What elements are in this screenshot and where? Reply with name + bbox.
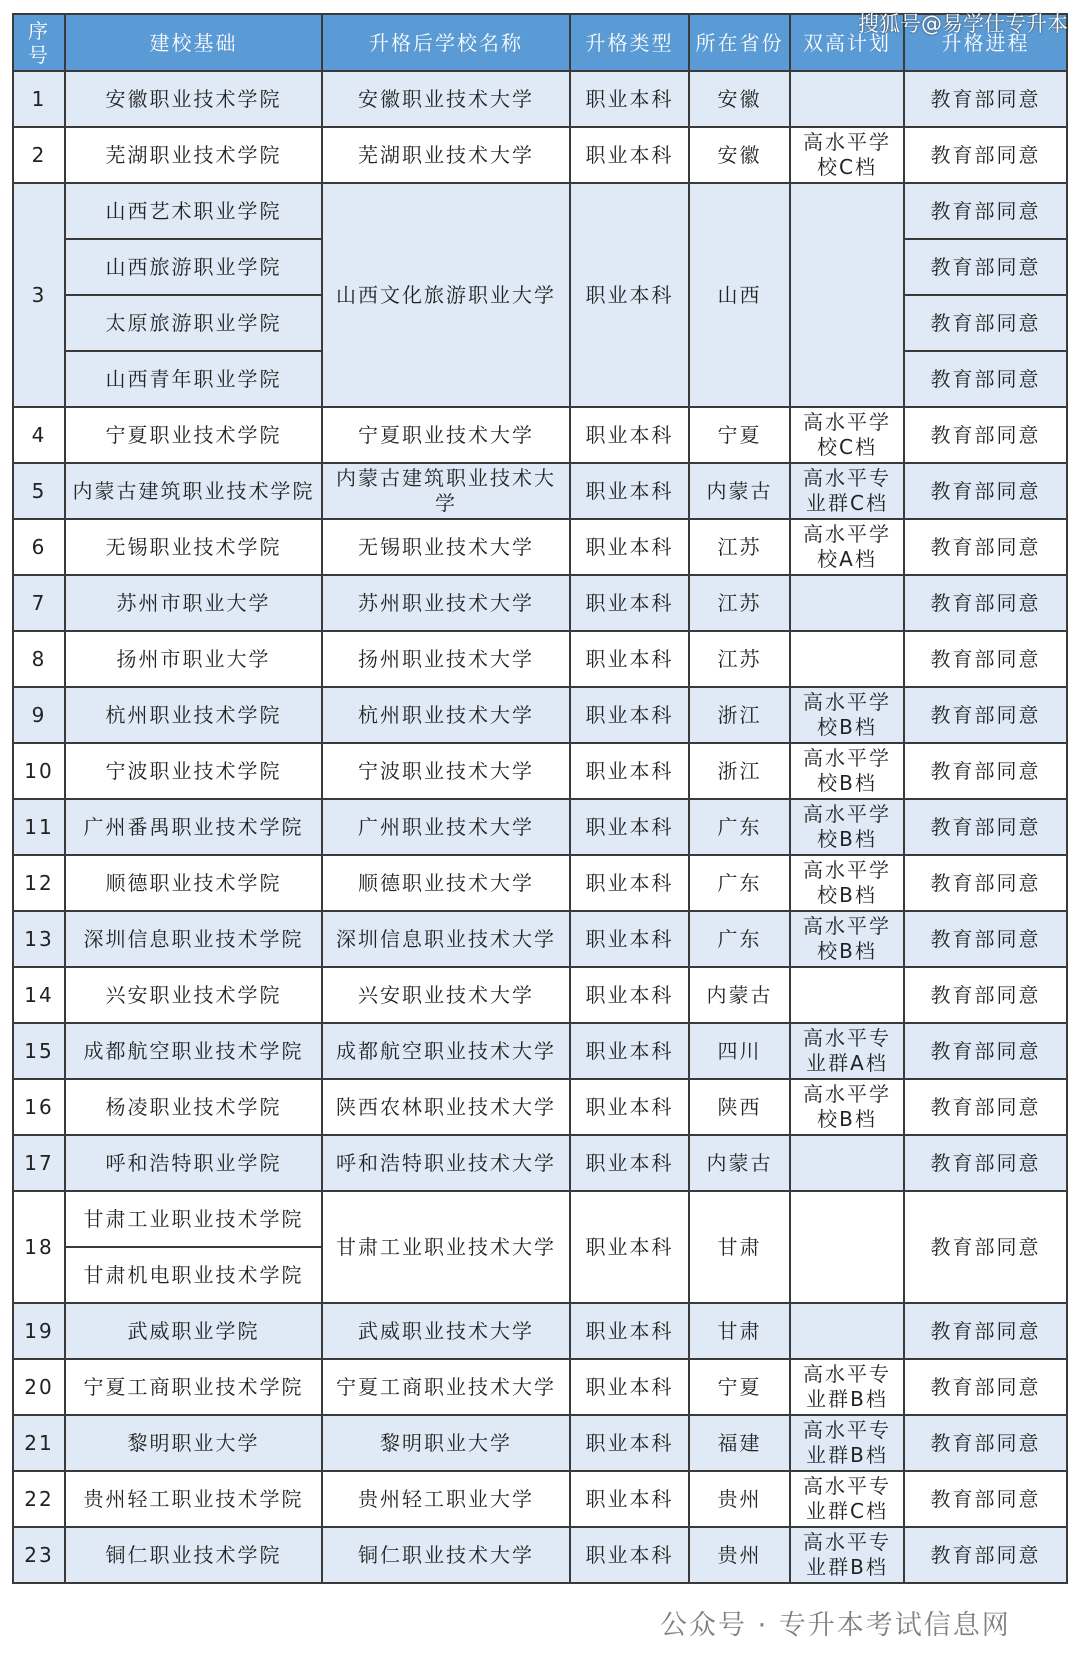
- cell-province: 贵州: [689, 1471, 790, 1527]
- cell-province: 广东: [689, 911, 790, 967]
- cell-new-name: 内蒙古建筑职业技术大学: [322, 463, 570, 519]
- cell-plan: [790, 1303, 904, 1359]
- cell-progress: 教育部同意: [904, 855, 1067, 911]
- cell-type: 职业本科: [570, 127, 689, 183]
- table-row: [13, 743, 1067, 799]
- cell-province: 宁夏: [689, 407, 790, 463]
- table-row: [13, 855, 1067, 911]
- cell-type: 职业本科: [570, 911, 689, 967]
- cell-plan: 高水平学校B档: [790, 743, 904, 799]
- cell-plan: 高水平学校B档: [790, 687, 904, 743]
- cell-new-name: 无锡职业技术大学: [322, 519, 570, 575]
- cell-base-school: 铜仁职业技术学院: [65, 1527, 322, 1583]
- cell-base-school: 呼和浩特职业学院: [65, 1135, 322, 1191]
- table-row: [13, 1527, 1067, 1583]
- cell-no: 2: [13, 127, 65, 183]
- cell-progress: 教育部同意: [904, 631, 1067, 687]
- cell-base-school: 苏州市职业大学: [65, 575, 322, 631]
- table-row: [13, 1135, 1067, 1191]
- cell-no: 4: [13, 407, 65, 463]
- cell-type: 职业本科: [570, 463, 689, 519]
- cell-type: 职业本科: [570, 1135, 689, 1191]
- cell-progress: 教育部同意: [904, 351, 1067, 407]
- cell-new-name: 贵州轻工职业大学: [322, 1471, 570, 1527]
- cell-province: 宁夏: [689, 1359, 790, 1415]
- cell-type: 职业本科: [570, 1471, 689, 1527]
- cell-progress: 教育部同意: [904, 1359, 1067, 1415]
- cell-progress: 教育部同意: [904, 407, 1067, 463]
- cell-progress: 教育部同意: [904, 239, 1067, 295]
- cell-new-name: 宁夏工商职业技术大学: [322, 1359, 570, 1415]
- cell-base-school: 顺德职业技术学院: [65, 855, 322, 911]
- table-row: [13, 799, 1067, 855]
- cell-base-school: 贵州轻工职业技术学院: [65, 1471, 322, 1527]
- cell-no: 3: [13, 183, 65, 407]
- cell-type: 职业本科: [570, 407, 689, 463]
- cell-province: 安徽: [689, 127, 790, 183]
- cell-province: 内蒙古: [689, 967, 790, 1023]
- cell-plan: 高水平学校A档: [790, 519, 904, 575]
- table-row: [13, 463, 1067, 519]
- cell-new-name: 广州职业技术大学: [322, 799, 570, 855]
- cell-base-school: 成都航空职业技术学院: [65, 1023, 322, 1079]
- table-row: [13, 519, 1067, 575]
- cell-plan: [790, 967, 904, 1023]
- cell-province: 浙江: [689, 743, 790, 799]
- cell-base-school: 扬州市职业大学: [65, 631, 322, 687]
- header-province: 所在省份: [689, 14, 790, 71]
- cell-no: 5: [13, 463, 65, 519]
- cell-no: 18: [13, 1191, 65, 1303]
- cell-no: 12: [13, 855, 65, 911]
- cell-progress: 教育部同意: [904, 71, 1067, 127]
- cell-new-name: 山西文化旅游职业大学: [322, 183, 570, 407]
- cell-province: 山西: [689, 183, 790, 407]
- cell-progress: 教育部同意: [904, 911, 1067, 967]
- cell-plan: 高水平学校B档: [790, 1079, 904, 1135]
- cell-type: 职业本科: [570, 743, 689, 799]
- cell-base-school: 太原旅游职业学院: [65, 295, 322, 351]
- cell-province: 四川: [689, 1023, 790, 1079]
- cell-no: 8: [13, 631, 65, 687]
- cell-plan: 高水平学校B档: [790, 855, 904, 911]
- cell-plan: 高水平学校B档: [790, 911, 904, 967]
- cell-plan: [790, 575, 904, 631]
- cell-base-school: 杭州职业技术学院: [65, 687, 322, 743]
- cell-plan: 高水平学校C档: [790, 127, 904, 183]
- cell-progress: 教育部同意: [904, 183, 1067, 239]
- cell-plan: [790, 71, 904, 127]
- cell-no: 23: [13, 1527, 65, 1583]
- cell-progress: 教育部同意: [904, 1079, 1067, 1135]
- cell-base-school: 宁夏工商职业技术学院: [65, 1359, 322, 1415]
- cell-plan: 高水平学校C档: [790, 407, 904, 463]
- cell-no: 22: [13, 1471, 65, 1527]
- cell-new-name: 杭州职业技术大学: [322, 687, 570, 743]
- header-base: 建校基础: [65, 14, 322, 71]
- cell-type: 职业本科: [570, 1191, 689, 1303]
- cell-new-name: 甘肃工业职业技术大学: [322, 1191, 570, 1303]
- cell-type: 职业本科: [570, 1527, 689, 1583]
- cell-plan: 高水平专业群A档: [790, 1023, 904, 1079]
- cell-no: 16: [13, 1079, 65, 1135]
- cell-province: 安徽: [689, 71, 790, 127]
- table-row: [13, 1359, 1067, 1415]
- cell-type: 职业本科: [570, 1023, 689, 1079]
- cell-progress: 教育部同意: [904, 575, 1067, 631]
- cell-no: 9: [13, 687, 65, 743]
- table-row: [13, 687, 1067, 743]
- vocational-university-table: [12, 13, 1068, 1584]
- cell-plan: [790, 1135, 904, 1191]
- cell-progress: 教育部同意: [904, 799, 1067, 855]
- cell-type: 职业本科: [570, 799, 689, 855]
- cell-base-school: 山西旅游职业学院: [65, 239, 322, 295]
- watermark-top: 搜狐号@易学仕专升本: [858, 12, 1068, 36]
- table-row: [13, 1415, 1067, 1471]
- cell-plan: [790, 1191, 904, 1303]
- cell-progress: 教育部同意: [904, 1527, 1067, 1583]
- cell-no: 13: [13, 911, 65, 967]
- cell-type: 职业本科: [570, 855, 689, 911]
- header-no: 序号: [13, 14, 65, 71]
- cell-province: 陕西: [689, 1079, 790, 1135]
- table-row: [13, 1079, 1067, 1135]
- table-row: [13, 1023, 1067, 1079]
- cell-type: 职业本科: [570, 71, 689, 127]
- cell-new-name: 呼和浩特职业技术大学: [322, 1135, 570, 1191]
- cell-no: 11: [13, 799, 65, 855]
- cell-base-school: 杨凌职业技术学院: [65, 1079, 322, 1135]
- cell-new-name: 成都航空职业技术大学: [322, 1023, 570, 1079]
- cell-no: 19: [13, 1303, 65, 1359]
- cell-base-school: 芜湖职业技术学院: [65, 127, 322, 183]
- cell-province: 江苏: [689, 575, 790, 631]
- cell-progress: 教育部同意: [904, 743, 1067, 799]
- cell-no: 17: [13, 1135, 65, 1191]
- cell-no: 6: [13, 519, 65, 575]
- cell-type: 职业本科: [570, 1359, 689, 1415]
- cell-progress: 教育部同意: [904, 1415, 1067, 1471]
- cell-new-name: 顺德职业技术大学: [322, 855, 570, 911]
- cell-new-name: 武威职业技术大学: [322, 1303, 570, 1359]
- cell-base-school: 甘肃机电职业技术学院: [65, 1247, 322, 1303]
- cell-no: 14: [13, 967, 65, 1023]
- cell-plan: [790, 631, 904, 687]
- watermark-bottom: 公众号 · 专升本考试信息网: [660, 1610, 1011, 1641]
- cell-province: 内蒙古: [689, 1135, 790, 1191]
- cell-type: 职业本科: [570, 967, 689, 1023]
- cell-province: 江苏: [689, 631, 790, 687]
- table-row: [13, 71, 1067, 127]
- cell-base-school: 内蒙古建筑职业技术学院: [65, 463, 322, 519]
- cell-province: 广东: [689, 855, 790, 911]
- cell-plan: 高水平学校B档: [790, 799, 904, 855]
- table-row: [13, 127, 1067, 183]
- cell-new-name: 宁波职业技术大学: [322, 743, 570, 799]
- cell-base-school: 宁波职业技术学院: [65, 743, 322, 799]
- cell-base-school: 武威职业学院: [65, 1303, 322, 1359]
- cell-progress: 教育部同意: [904, 519, 1067, 575]
- cell-new-name: 铜仁职业技术大学: [322, 1527, 570, 1583]
- cell-base-school: 山西艺术职业学院: [65, 183, 322, 239]
- cell-base-school: 山西青年职业学院: [65, 351, 322, 407]
- cell-base-school: 黎明职业大学: [65, 1415, 322, 1471]
- cell-type: 职业本科: [570, 575, 689, 631]
- cell-progress: 教育部同意: [904, 687, 1067, 743]
- cell-type: 职业本科: [570, 687, 689, 743]
- cell-progress: 教育部同意: [904, 1303, 1067, 1359]
- cell-plan: 高水平专业群B档: [790, 1415, 904, 1471]
- table-row: [13, 575, 1067, 631]
- cell-no: 10: [13, 743, 65, 799]
- cell-new-name: 陕西农林职业技术大学: [322, 1079, 570, 1135]
- cell-base-school: 无锡职业技术学院: [65, 519, 322, 575]
- cell-province: 甘肃: [689, 1191, 790, 1303]
- cell-province: 江苏: [689, 519, 790, 575]
- cell-province: 广东: [689, 799, 790, 855]
- cell-base-school: 兴安职业技术学院: [65, 967, 322, 1023]
- table-row: [13, 407, 1067, 463]
- cell-type: 职业本科: [570, 1079, 689, 1135]
- cell-progress: 教育部同意: [904, 295, 1067, 351]
- cell-no: 21: [13, 1415, 65, 1471]
- cell-base-school: 广州番禺职业技术学院: [65, 799, 322, 855]
- cell-progress: 教育部同意: [904, 463, 1067, 519]
- cell-plan: 高水平专业群B档: [790, 1359, 904, 1415]
- cell-province: 福建: [689, 1415, 790, 1471]
- cell-base-school: 甘肃工业职业技术学院: [65, 1191, 322, 1247]
- cell-plan: 高水平专业群B档: [790, 1527, 904, 1583]
- cell-type: 职业本科: [570, 1415, 689, 1471]
- cell-plan: [790, 183, 904, 407]
- cell-progress: 教育部同意: [904, 127, 1067, 183]
- cell-type: 职业本科: [570, 631, 689, 687]
- table-row: [13, 631, 1067, 687]
- cell-new-name: 兴安职业技术大学: [322, 967, 570, 1023]
- cell-plan: 高水平专业群C档: [790, 1471, 904, 1527]
- table-row: [13, 967, 1067, 1023]
- cell-new-name: 芜湖职业技术大学: [322, 127, 570, 183]
- cell-no: 15: [13, 1023, 65, 1079]
- cell-province: 内蒙古: [689, 463, 790, 519]
- header-progress: 升格进程: [904, 14, 1067, 71]
- cell-new-name: 扬州职业技术大学: [322, 631, 570, 687]
- cell-new-name: 黎明职业大学: [322, 1415, 570, 1471]
- cell-new-name: 苏州职业技术大学: [322, 575, 570, 631]
- cell-type: 职业本科: [570, 183, 689, 407]
- cell-new-name: 宁夏职业技术大学: [322, 407, 570, 463]
- table-row: [13, 1191, 1067, 1247]
- cell-new-name: 安徽职业技术大学: [322, 71, 570, 127]
- cell-province: 甘肃: [689, 1303, 790, 1359]
- cell-progress: 教育部同意: [904, 1471, 1067, 1527]
- cell-progress: 教育部同意: [904, 1135, 1067, 1191]
- cell-progress: 教育部同意: [904, 1023, 1067, 1079]
- table-row: [13, 1303, 1067, 1359]
- cell-new-name: 深圳信息职业技术大学: [322, 911, 570, 967]
- cell-base-school: 深圳信息职业技术学院: [65, 911, 322, 967]
- cell-progress: 教育部同意: [904, 967, 1067, 1023]
- cell-type: 职业本科: [570, 519, 689, 575]
- cell-no: 20: [13, 1359, 65, 1415]
- cell-type: 职业本科: [570, 1303, 689, 1359]
- cell-base-school: 安徽职业技术学院: [65, 71, 322, 127]
- cell-province: 浙江: [689, 687, 790, 743]
- header-new-name: 升格后学校名称: [322, 14, 570, 71]
- cell-plan: 高水平专业群C档: [790, 463, 904, 519]
- cell-no: 1: [13, 71, 65, 127]
- table-row: [13, 183, 1067, 239]
- cell-no: 7: [13, 575, 65, 631]
- cell-base-school: 宁夏职业技术学院: [65, 407, 322, 463]
- header-plan: 双高计划: [790, 14, 904, 71]
- cell-province: 贵州: [689, 1527, 790, 1583]
- table-row: [13, 911, 1067, 967]
- header-type: 升格类型: [570, 14, 689, 71]
- cell-progress: 教育部同意: [904, 1191, 1067, 1303]
- table-row: [13, 1471, 1067, 1527]
